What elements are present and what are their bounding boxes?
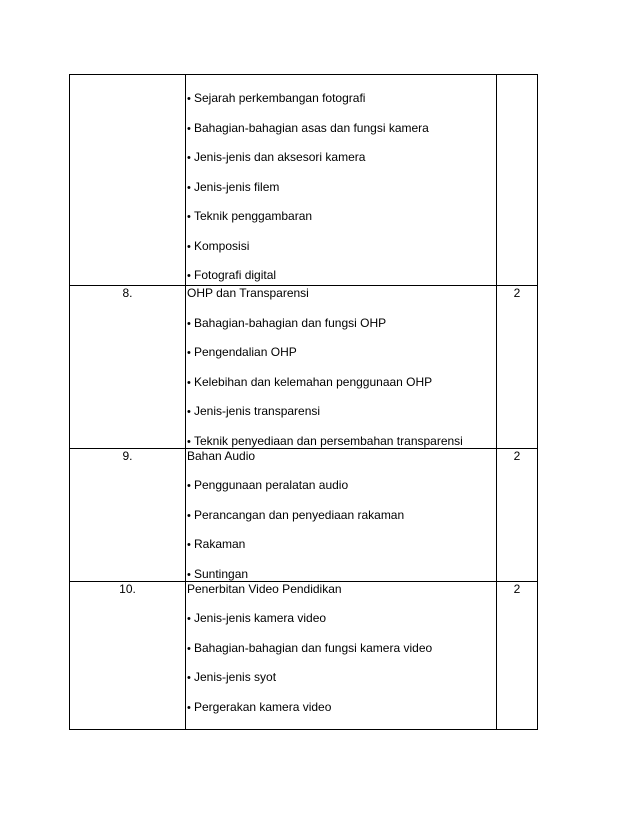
row-number-cell — [70, 75, 186, 286]
bullet-icon: • — [187, 317, 191, 330]
table-row — [70, 286, 538, 449]
list-item: • Penggunaan peralatan audio — [187, 478, 349, 492]
topic-item-list — [187, 478, 496, 581]
list-item: • Rakaman — [187, 537, 246, 551]
bullet-icon: • — [187, 701, 191, 714]
list-item: • Bahagian-bahagian dan fungsi kamera video — [187, 640, 433, 655]
bullet-icon: • — [187, 435, 191, 448]
list-item: • Jenis-jenis filem — [187, 179, 280, 194]
row-number: 9. — [122, 448, 133, 463]
bullet-icon: • — [187, 672, 191, 684]
topic-title: OHP dan Transparensi — [187, 286, 309, 300]
topic-cell — [186, 448, 497, 581]
list-item: • Perancangan dan penyediaan rakaman — [187, 507, 405, 522]
bullet-icon: • — [187, 406, 191, 418]
table-row — [70, 581, 538, 729]
topic-item-list — [187, 316, 496, 448]
bullet-icon: • — [187, 181, 191, 194]
topic-cell — [186, 581, 497, 729]
bullet-icon: • — [187, 376, 191, 389]
bullet-icon: • — [187, 211, 191, 223]
list-item: • Teknik penyediaan dan persembahan transparensi — [187, 433, 463, 448]
bullet-icon: • — [187, 613, 191, 625]
list-item: • Teknik penggambaran — [187, 209, 313, 223]
row-number: 10. — [119, 581, 136, 596]
list-item: • Jenis-jenis transparensi — [187, 404, 321, 418]
hours-cell — [497, 581, 538, 729]
topic-title: Penerbitan Video Pendidikan — [187, 581, 342, 596]
list-item: • Pengendalian OHP — [187, 345, 297, 359]
list-item: • Jenis-jenis kamera video — [187, 611, 327, 625]
hours-value: 2 — [513, 581, 521, 596]
bullet-icon: • — [187, 539, 191, 551]
list-item: • Jenis-jenis syot — [187, 670, 277, 684]
topic-item-list — [187, 91, 496, 282]
list-item: • Kelebihan dan kelemahan penggunaan OHP — [187, 374, 433, 389]
hours-cell — [497, 448, 538, 581]
list-item: • Bahagian-bahagian dan fungsi OHP — [187, 315, 387, 330]
topic-cell — [186, 286, 497, 449]
list-item: • Bahagian-bahagian asas dan fungsi kamera — [187, 120, 429, 135]
list-item: • Komposisi — [187, 238, 250, 253]
bullet-icon: • — [187, 509, 191, 522]
list-item: • Pergerakan kamera video — [187, 699, 332, 714]
bullet-icon: • — [187, 270, 191, 282]
table-row — [70, 75, 538, 286]
bullet-icon: • — [187, 122, 191, 135]
topic-cell — [186, 75, 497, 286]
list-item: • Jenis-jenis dan aksesori kamera — [187, 150, 366, 164]
bullet-icon: • — [187, 642, 191, 655]
row-number: 8. — [122, 286, 133, 300]
row-number-cell — [70, 448, 186, 581]
list-item: • Suntingan — [187, 566, 249, 581]
bullet-icon: • — [187, 152, 191, 164]
bullet-icon: • — [187, 480, 191, 492]
topic-item-list — [187, 611, 496, 714]
hours-cell — [497, 75, 538, 286]
row-number-cell — [70, 581, 186, 729]
topic-title: Bahan Audio — [187, 448, 256, 463]
hours-value: 2 — [513, 448, 521, 463]
hours-value: 2 — [513, 286, 521, 300]
row-number-cell — [70, 286, 186, 449]
bullet-icon: • — [187, 240, 191, 253]
list-item: • Sejarah perkembangan fotografi — [187, 91, 366, 105]
hours-cell — [497, 286, 538, 449]
bullet-icon: • — [187, 347, 191, 359]
bullet-icon: • — [187, 568, 191, 581]
bullet-icon: • — [187, 93, 191, 105]
syllabus-table — [69, 74, 538, 730]
list-item: • Fotografi digital — [187, 268, 277, 282]
table-row — [70, 448, 538, 581]
